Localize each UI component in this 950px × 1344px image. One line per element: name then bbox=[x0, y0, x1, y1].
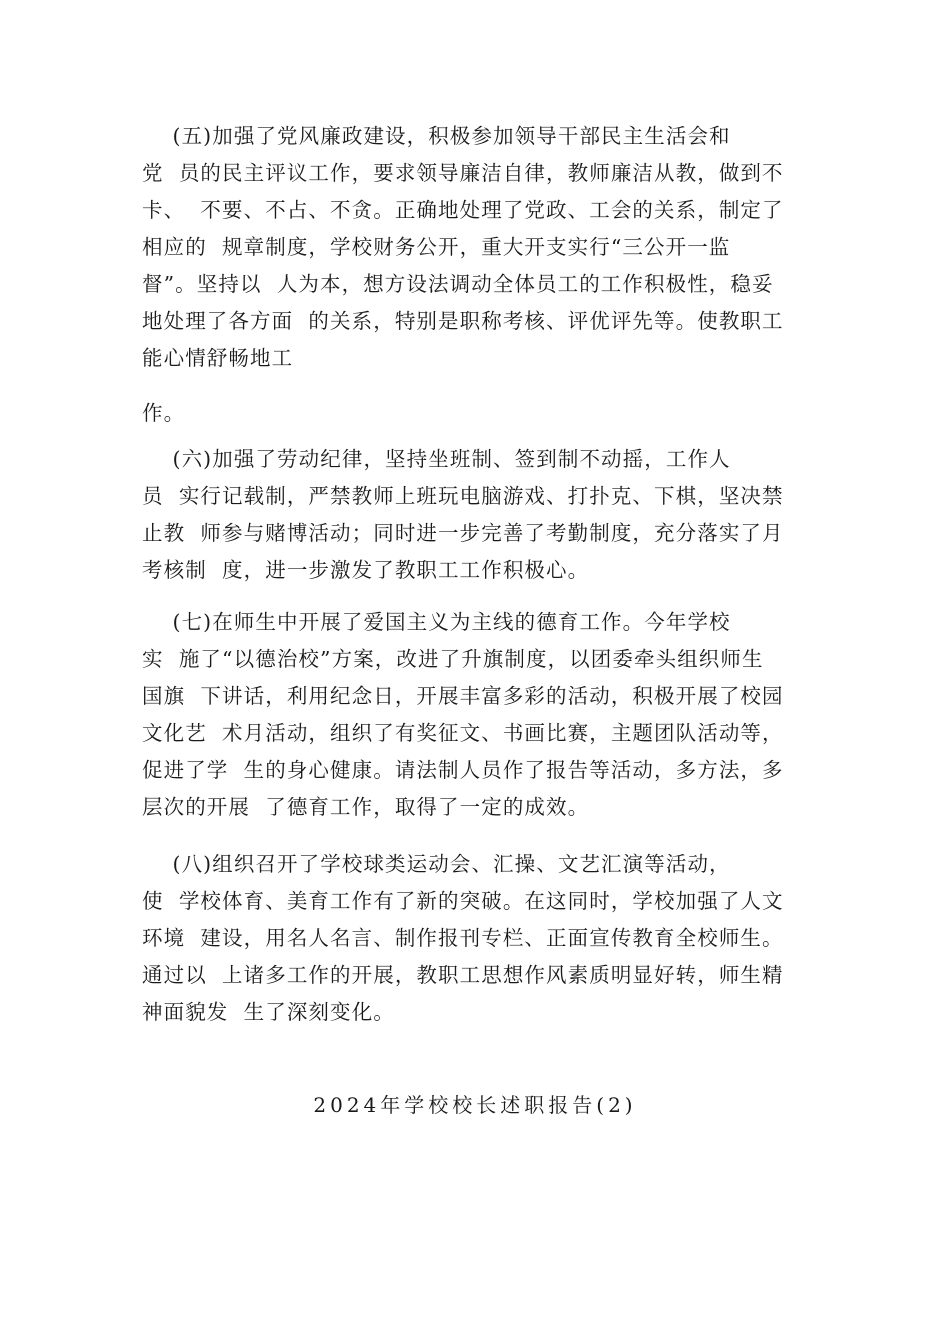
text-line: 通过以 上诸多工作的开展，教职工思想作风素质明显好转，师生精 bbox=[142, 963, 784, 987]
text-line: 使 学校体育、美育工作有了新的突破。在这同时，学校加强了人文 bbox=[142, 889, 784, 913]
text-line: 实 施了“以德治校”方案，改进了升旗制度，以团委牵头组织师生 bbox=[142, 647, 764, 671]
text-line: 层次的开展 了德育工作，取得了一定的成效。 bbox=[142, 795, 590, 819]
text-line: 神面貌发 生了深刻变化。 bbox=[142, 1000, 395, 1024]
text-line: 相应的 规章制度，学校财务公开，重大开支实行“三公开一监 bbox=[142, 235, 731, 259]
text-line: 止教 师参与赌博活动；同时进一步完善了考勤制度，充分落实了月 bbox=[142, 521, 784, 545]
text-line: (五)加强了党风廉政建设，积极参加领导干部民主生活会和 bbox=[142, 124, 731, 148]
text-line: 卡、 不要、不占、不贪。正确地处理了党政、工会的关系，制定了 bbox=[142, 198, 784, 222]
text-line: 地处理了各方面 的关系，特别是职称考核、评优评先等。使教职工 bbox=[142, 309, 784, 333]
text-line: 文化艺 术月活动，组织了有奖征文、书画比赛，主题团队活动等， bbox=[142, 721, 784, 745]
text-line: 促进了学 生的身心健康。请法制人员作了报告等活动，多方法，多 bbox=[142, 758, 784, 782]
text-line: 考核制 度，进一步激发了教职工工作积极心。 bbox=[142, 558, 590, 582]
text-line: 督”。坚持以 人为本，想方设法调动全体员工的工作积极性，稳妥 bbox=[142, 272, 774, 296]
text-line: 环境 建设，用名人名言、制作报刊专栏、正面宣传教育全校师生。 bbox=[142, 926, 784, 950]
text-line: (八)组织召开了学校球类运动会、汇操、文艺汇演等活动， bbox=[142, 852, 731, 876]
text-line: (七)在师生中开展了爱国主义为主线的德育工作。今年学校 bbox=[142, 610, 731, 634]
text-line: 员 实行记载制，严禁教师上班玩电脑游戏、打扑克、下棋，坚决禁 bbox=[142, 484, 784, 508]
text-line: 党 员的民主评议工作，要求领导廉洁自律，教师廉洁从教，做到不 bbox=[142, 161, 784, 185]
text-line: (六)加强了劳动纪律，坚持坐班制、签到制不动摇，工作人 bbox=[142, 447, 731, 471]
text-line: 国旗 下讲话，利用纪念日，开展丰富多彩的活动，积极开展了校园 bbox=[142, 684, 784, 708]
text-line: 作。 bbox=[142, 401, 186, 425]
text-line: 能心情舒畅地工 bbox=[142, 346, 294, 370]
section-heading: 2024年学校校长述职报告(2) bbox=[313, 1093, 637, 1117]
